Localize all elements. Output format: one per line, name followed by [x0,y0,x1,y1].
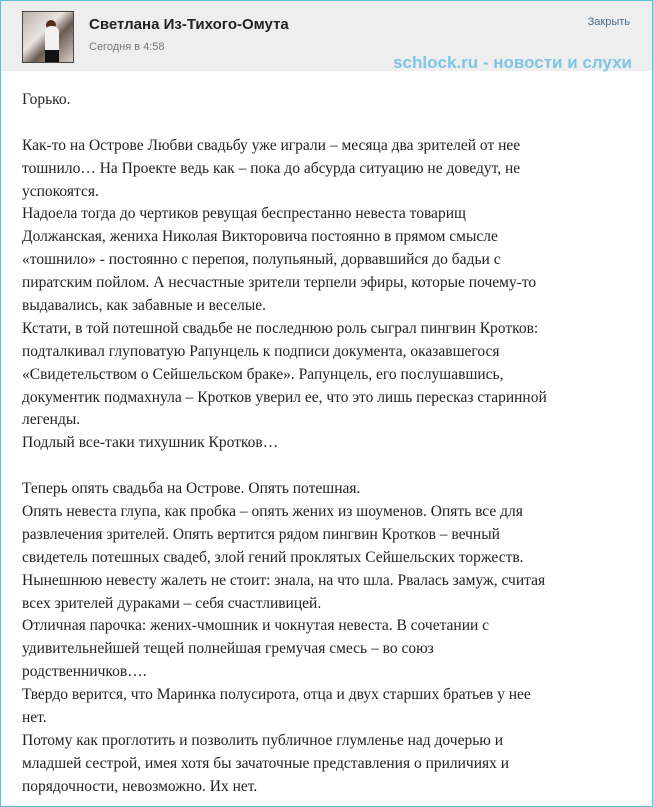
text-line: всех зрителей дураками – себя счастливицей. [22,594,322,612]
text-line: Потому как проглотить и позволить публичное глумленье над дочерью и [22,731,504,749]
text-line: удивительнейшей тещей полнейшая гремучая смесь – во союз [22,640,434,658]
text-line: «Свидетельством о Сейшельском браке». Рапунцель, его послушавшись, [22,365,504,383]
post-date: Сегодня в 4:58 [89,41,165,53]
text-line: свидетель потешных свадеб, злой гений проклятых Сейшельских торжеств. [22,548,524,566]
text-line [22,455,642,478]
text-line: успокоятся. [22,182,99,200]
text-line: Твердо верится, что Маринка полусирота, отца и двух старших братьев у нее [22,686,531,704]
text-line: Опять невеста глупа, как пробка – опять жених из шоуменов. Опять все для [22,503,523,521]
text-line: родственничков…. [22,663,147,681]
text-line: тошнило… На Проекте ведь как – пока до абсурда ситуацию не доведут, не [22,159,521,177]
text-line: пиратским пойлом. А несчастные зрители терпели эфиры, которые почему-то [22,274,537,292]
text-line: Горько. [22,91,71,108]
avatar-skirt [45,50,59,62]
text-line: младшей сестрой, имея хотя бы зачаточные представления о приличиях и [22,754,510,772]
text-line: нет. [22,709,47,727]
post-header [1,1,652,71]
text-line: Надоела тогда до чертиков ревущая беспрестанно невеста товарищ [22,205,466,223]
text-line: Нынешнюю невесту жалеть не стоит: знала, на что шла. Рвалась замуж, считая [22,571,546,589]
text-line: Подлый все-таки тихушник Кротков… [22,434,279,452]
text-line: выдавались, как забавные и веселые. [22,297,267,315]
text-line: развлечения зрителей. Опять вертится рядом пингвин Кротков – вечный [22,525,500,543]
text-line: Должанская, жениха Николая Викторовича постоянно в прямом смысле [22,228,498,246]
text-line: Теперь опять свадьба на Острове. Опять потешная. [22,480,361,498]
text-line: подталкивал глуповатую Рапунцель к подписи документа, оказавшегося [22,342,500,360]
close-link[interactable]: Закрыть [587,16,630,28]
text-line: Кстати, в той потешной свадьбе не последнюю роль сыграл пингвин Кротков: [22,319,539,337]
watermark: schlock.ru - новости и слухи [393,53,632,72]
avatar[interactable] [22,11,74,63]
text-line: документик подмахнула – Кротков уверил ее, что это лишь пересказ старинной [22,388,547,406]
author-name[interactable]: Светлана Из-Тихого-Омута [89,16,289,33]
text-line: порядочности, невозможно. Их нет. [22,777,258,795]
text-line: «тошнило» - постоянно с перепоя, полупьяный, дорвавшийся до бадьи с [22,251,501,269]
post-body [22,89,642,799]
text-line: Отличная парочка: жених-чмошник и чокнутая невеста. В сочетании с [22,617,490,635]
text-line: легенды. [22,411,81,429]
text-line: Как-то на Острове Любви свадьбу уже играли – месяца два зрителей от нее [22,136,521,154]
text-line [22,112,642,135]
